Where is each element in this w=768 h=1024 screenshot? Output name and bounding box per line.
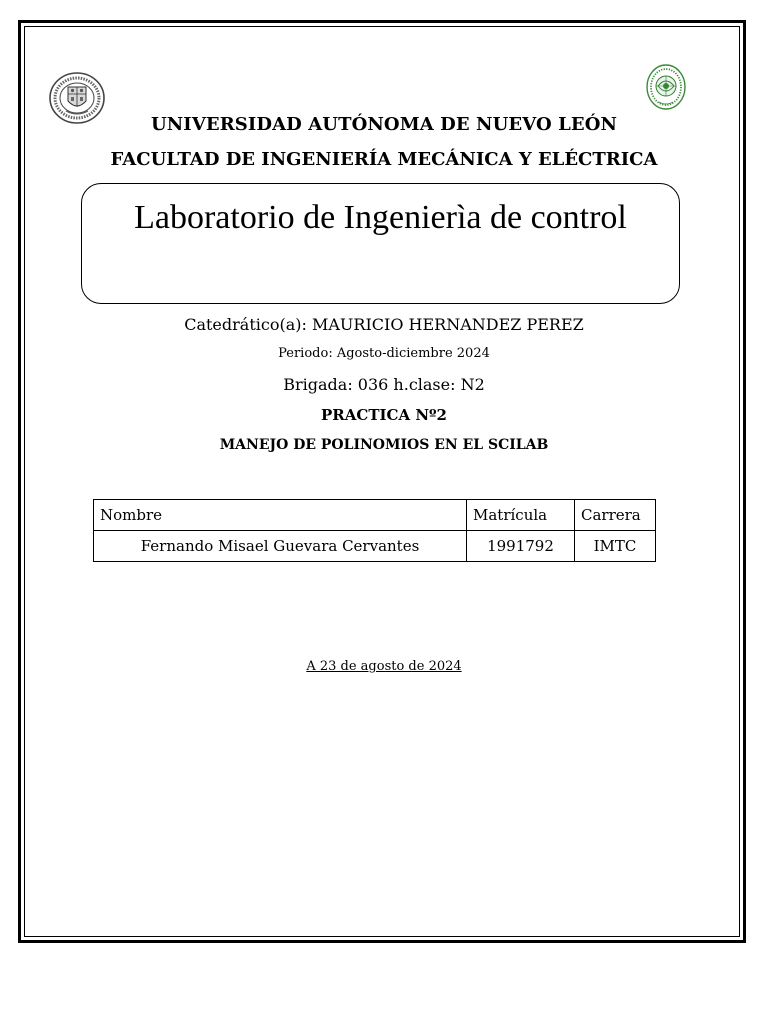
cell-carrera: IMTC: [575, 531, 656, 562]
document-title: Laboratorio de Ingenierìa de control: [134, 199, 627, 236]
header-nombre: Nombre: [94, 500, 467, 531]
period-line: Periodo: Agosto-diciembre 2024: [278, 346, 490, 361]
university-name: UNIVERSIDAD AUTÓNOMA DE NUEVO LEÓN: [150, 114, 618, 135]
practice-topic: MANEJO DE POLINOMIOS EN EL SCILAB: [219, 437, 549, 453]
brigade-line: Brigada: 036 h.clase: N2: [283, 375, 485, 394]
cell-matricula: 1991792: [467, 531, 575, 562]
table-row: [94, 531, 656, 562]
header-carrera: Carrera: [575, 500, 656, 531]
title-box: [81, 183, 680, 304]
student-table: [93, 499, 656, 562]
table-header-row: [94, 500, 656, 531]
header-matricula: Matrícula: [467, 500, 575, 531]
document-date: A 23 de agosto de 2024: [306, 659, 462, 674]
practice-number: PRACTICA Nº2: [321, 406, 447, 424]
professor-line: Catedrático(a): MAURICIO HERNANDEZ PEREZ: [184, 315, 584, 334]
fime-seal-icon: [645, 62, 687, 112]
cell-nombre: Fernando Misael Guevara Cervantes: [94, 531, 467, 562]
faculty-name: FACULTAD DE INGENIERÍA MECÁNICA Y ELÉCTRICA: [110, 149, 658, 170]
